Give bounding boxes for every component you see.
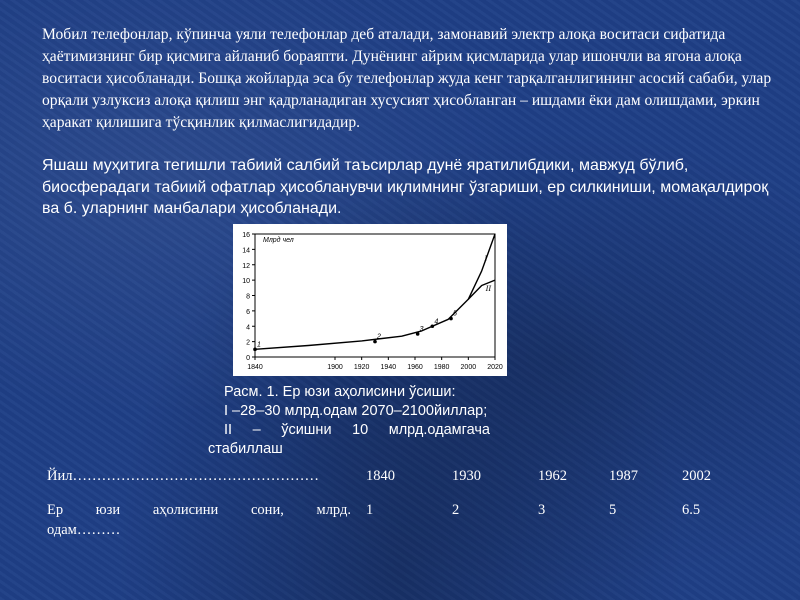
- figure-caption: [208, 383, 508, 459]
- x-tick-label: 1900: [327, 364, 343, 371]
- caption-word: ўсишни: [281, 422, 332, 438]
- caption-line4: стабиллаш: [208, 441, 283, 457]
- table-cell: 3: [538, 502, 546, 518]
- table-cell: 5: [609, 502, 617, 518]
- y-tick-label: 2: [246, 339, 250, 347]
- y-tick-label: 0: [246, 355, 250, 362]
- paragraph-natural-impacts: Яшаш муҳитига тегишли табиий салбий таъсирлар дунё яратилибдики, мавжуд бўлиб, биосферадаги табиий офатлар ҳисобланувчи иқлимнинг ўзгариши, ер силкиниши, момақалдироқ ва б. уларнинг манбалари ҳисобланади.: [42, 157, 769, 217]
- y-tick-label: 10: [242, 278, 250, 286]
- row-label-population-cont: одам………: [47, 522, 121, 538]
- series-label-1: I: [484, 253, 488, 263]
- caption-word: II: [224, 422, 233, 438]
- caption-word: 10: [352, 422, 369, 438]
- y-tick-label: 14: [242, 247, 250, 255]
- table-cell: 6.5: [682, 502, 701, 518]
- x-tick-label: 1940: [380, 364, 397, 371]
- population-chart-svg: [233, 224, 507, 376]
- caption-line1: Расм. 1. Ер юзи аҳолисини ўсиши:: [224, 384, 456, 400]
- y-tick-label: 16: [242, 232, 250, 239]
- data-point-label: 1: [257, 341, 261, 349]
- caption-word: млрд.одамгача: [388, 422, 490, 438]
- table-cell: 1987: [609, 468, 638, 484]
- y-tick-label: 12: [242, 262, 250, 270]
- table-cell: 2: [452, 502, 460, 518]
- plot-frame: [255, 234, 495, 357]
- data-point-label: 5: [453, 310, 457, 318]
- caption-word: –: [252, 422, 261, 438]
- table-cell: 1: [366, 502, 374, 518]
- population-table: [47, 466, 747, 540]
- data-point-label: 4: [434, 318, 439, 326]
- table-cell: 2002: [682, 468, 711, 484]
- y-tick-label: 6: [246, 308, 250, 316]
- x-tick-label: 1960: [407, 364, 423, 371]
- table-row-population: [47, 500, 747, 540]
- table-row-years: [47, 466, 747, 500]
- x-tick-label: 2020: [487, 364, 503, 371]
- table-cell: 1840: [366, 468, 395, 484]
- paragraph-mobile-phones: Мобил телефонлар, кўпинча уяли телефонлар деб аталади, замонавий электр алоқа воситаси сифатида ҳаётимизнинг бир қисмига айланиб бораяпти. Дунёнинг айрим қисмларида улар ишончли ва ягона алоқа воситаси ҳисобланади. Бошқа жойларда эса бу телефонлар жуда кенг тарқалганлигининг асосий сабаби, улар орқали узлуксиз алоқа қилиш энг қадрланадиган хусусият ҳисобланган – ишдами ёки дам олишдами, эркин ҳаракат қилишига тўсқинлик қилмаслигидадир.: [42, 26, 772, 131]
- y-tick-label: 8: [246, 293, 250, 301]
- population-chart: [233, 224, 507, 376]
- x-tick-label: 1980: [433, 364, 450, 371]
- series-line-1: [255, 234, 495, 349]
- row-label-year: Йил……………………………………………: [47, 468, 319, 484]
- table-cell: 1962: [538, 468, 567, 484]
- caption-line3: [208, 421, 490, 440]
- caption-line2: I –28–30 млрд.одам 2070–2100йиллар;: [224, 403, 488, 419]
- row-label-population: Ер юзи аҳолисини сони, млрд.: [47, 502, 351, 518]
- data-point-label: 2: [377, 333, 381, 341]
- data-point-label: 3: [419, 325, 424, 333]
- x-tick-label: 1840: [247, 364, 263, 371]
- x-tick-label: 2000: [460, 364, 477, 371]
- table-cell: 1930: [452, 468, 481, 484]
- y-axis-label: Млрд чел: [263, 237, 294, 244]
- y-tick-label: 4: [246, 324, 250, 332]
- x-tick-label: 1920: [353, 364, 370, 371]
- series-label-2: II: [485, 283, 491, 293]
